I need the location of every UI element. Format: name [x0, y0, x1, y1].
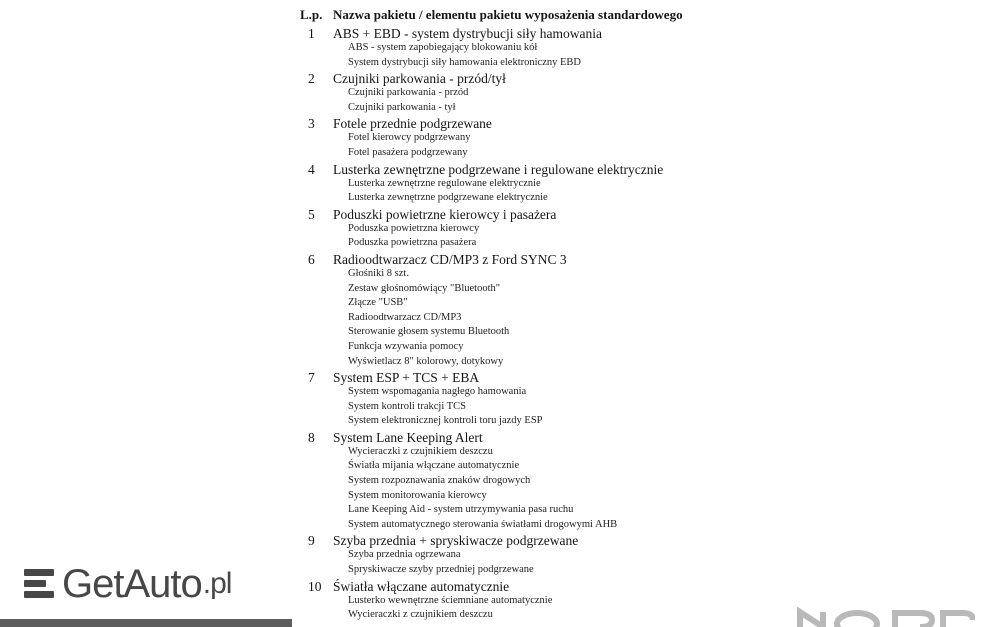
- package-number: 8: [308, 429, 315, 445]
- package-block: [300, 251, 960, 369]
- package-title: Lusterka zewnętrzne podgrzewane i regulowane elektrycznie: [333, 161, 664, 177]
- watermark-logo-icon: [795, 606, 975, 627]
- package-item: Wycieraczki z czujnikiem deszczu: [348, 609, 493, 621]
- package-item: Poduszka powietrzna pasażera: [348, 237, 477, 249]
- package-block: [300, 532, 960, 577]
- package-item: Poduszka powietrzna kierowcy: [348, 222, 480, 234]
- package-item: System dystrybucji siły hamowania elektroniczny EBD: [348, 56, 581, 68]
- package-block: [300, 25, 960, 70]
- package-block: [300, 369, 960, 429]
- package-item: Fotel kierowcy podgrzewany: [348, 132, 471, 144]
- package-item: Głośniki 8 szt.: [348, 267, 409, 279]
- package-item: Szyba przednia ogrzewana: [348, 549, 461, 561]
- package-block: [300, 115, 960, 160]
- package-title-row: [300, 70, 960, 87]
- package-item: Lusterko wewnętrzne ściemniane automatycznie: [348, 594, 553, 606]
- header-lp: L.p.: [300, 7, 323, 22]
- package-number: 5: [308, 206, 315, 222]
- package-title: Szyba przednia + spryskiwacze podgrzewane: [333, 533, 579, 549]
- package-block: [300, 206, 960, 251]
- logo-tld: .pl: [202, 567, 232, 600]
- package-item: Funkcja wzywania pomocy: [348, 340, 464, 352]
- package-title-row: [300, 532, 960, 549]
- package-item: Zestaw głośnomówiący "Bluetooth": [348, 282, 501, 294]
- package-item: ABS - system zapobiegający blokowaniu kół: [348, 42, 538, 53]
- package-item: Złącze "USB": [348, 297, 408, 309]
- package-item: Wycieraczki z czujnikiem deszczu: [348, 445, 493, 457]
- package-number: 9: [308, 533, 315, 549]
- header-package-name: Nazwa pakietu / elementu pakietu wyposażenia standardowego: [333, 7, 683, 22]
- package-block: [300, 70, 960, 115]
- package-number: 6: [308, 251, 315, 267]
- package-title-row: [300, 115, 960, 132]
- package-number: 2: [308, 71, 315, 87]
- logo-name: GetAuto: [62, 561, 202, 606]
- package-number: 7: [308, 370, 315, 386]
- package-title: Fotele przednie podgrzewane: [333, 116, 492, 132]
- package-list: [300, 25, 960, 623]
- package-title-row: [300, 251, 960, 268]
- package-block: [300, 429, 960, 533]
- package-item: Czujniki parkowania - tył: [348, 101, 456, 113]
- package-title: System ESP + TCS + EBA: [333, 370, 480, 386]
- package-number: 10: [308, 578, 322, 594]
- package-title-row: [300, 161, 960, 178]
- package-title: Poduszki powietrzne kierowcy i pasażera: [333, 206, 557, 222]
- package-item: System monitorowania kierowcy: [348, 489, 487, 501]
- package-block: [300, 161, 960, 206]
- package-number: 4: [308, 161, 315, 177]
- package-item: Lusterka zewnętrzne podgrzewane elektrycznie: [348, 192, 548, 204]
- package-number: 3: [308, 116, 315, 132]
- package-title-row: [300, 25, 960, 42]
- package-item: Fotel pasażera podgrzewany: [348, 146, 468, 158]
- package-title-row: [300, 429, 960, 446]
- package-item: System automatycznego sterowania światłami drogowymi AHB: [348, 518, 618, 530]
- package-title-row: [300, 369, 960, 386]
- package-title-row: [300, 578, 960, 595]
- package-item: Lusterka zewnętrzne regulowane elektrycznie: [348, 177, 541, 189]
- package-item: System elektronicznej kontroli toru jazdy ESP: [348, 415, 543, 427]
- getauto-logo[interactable]: [24, 560, 231, 608]
- package-item: Spryskiwacze szyby przedniej podgrzewane: [348, 564, 534, 576]
- package-item: Lane Keeping Aid - system utrzymywania pasa ruchu: [348, 504, 574, 516]
- package-item: System rozpoznawania znaków drogowych: [348, 475, 531, 487]
- package-item: Światła mijania włączane automatycznie: [348, 460, 520, 472]
- package-item: Czujniki parkowania - przód: [348, 87, 469, 99]
- package-item: Wyświetlacz 8" kolorowy, dotykowy: [348, 355, 504, 367]
- package-title: ABS + EBD - system dystrybucji siły hamowania: [333, 26, 602, 41]
- package-title: Światła włączane automatycznie: [333, 578, 510, 594]
- equipment-document: [300, 7, 960, 623]
- package-item: System wspomagania nagłego hamowania: [348, 386, 527, 398]
- package-title: Czujniki parkowania - przód/tył: [333, 71, 506, 87]
- getauto-mark-icon: [24, 567, 56, 601]
- package-item: System kontroli trakcji TCS: [348, 400, 466, 412]
- table-header: [300, 7, 960, 25]
- package-title-row: [300, 206, 960, 223]
- package-title: Radioodtwarzacz CD/MP3 z Ford SYNC 3: [333, 251, 567, 267]
- package-title: System Lane Keeping Alert: [333, 429, 483, 445]
- package-number: 1: [308, 26, 315, 41]
- package-item: Sterowanie głosem systemu Bluetooth: [348, 326, 510, 338]
- bottom-strip: [0, 619, 292, 627]
- package-item: Radioodtwarzacz CD/MP3: [348, 311, 462, 323]
